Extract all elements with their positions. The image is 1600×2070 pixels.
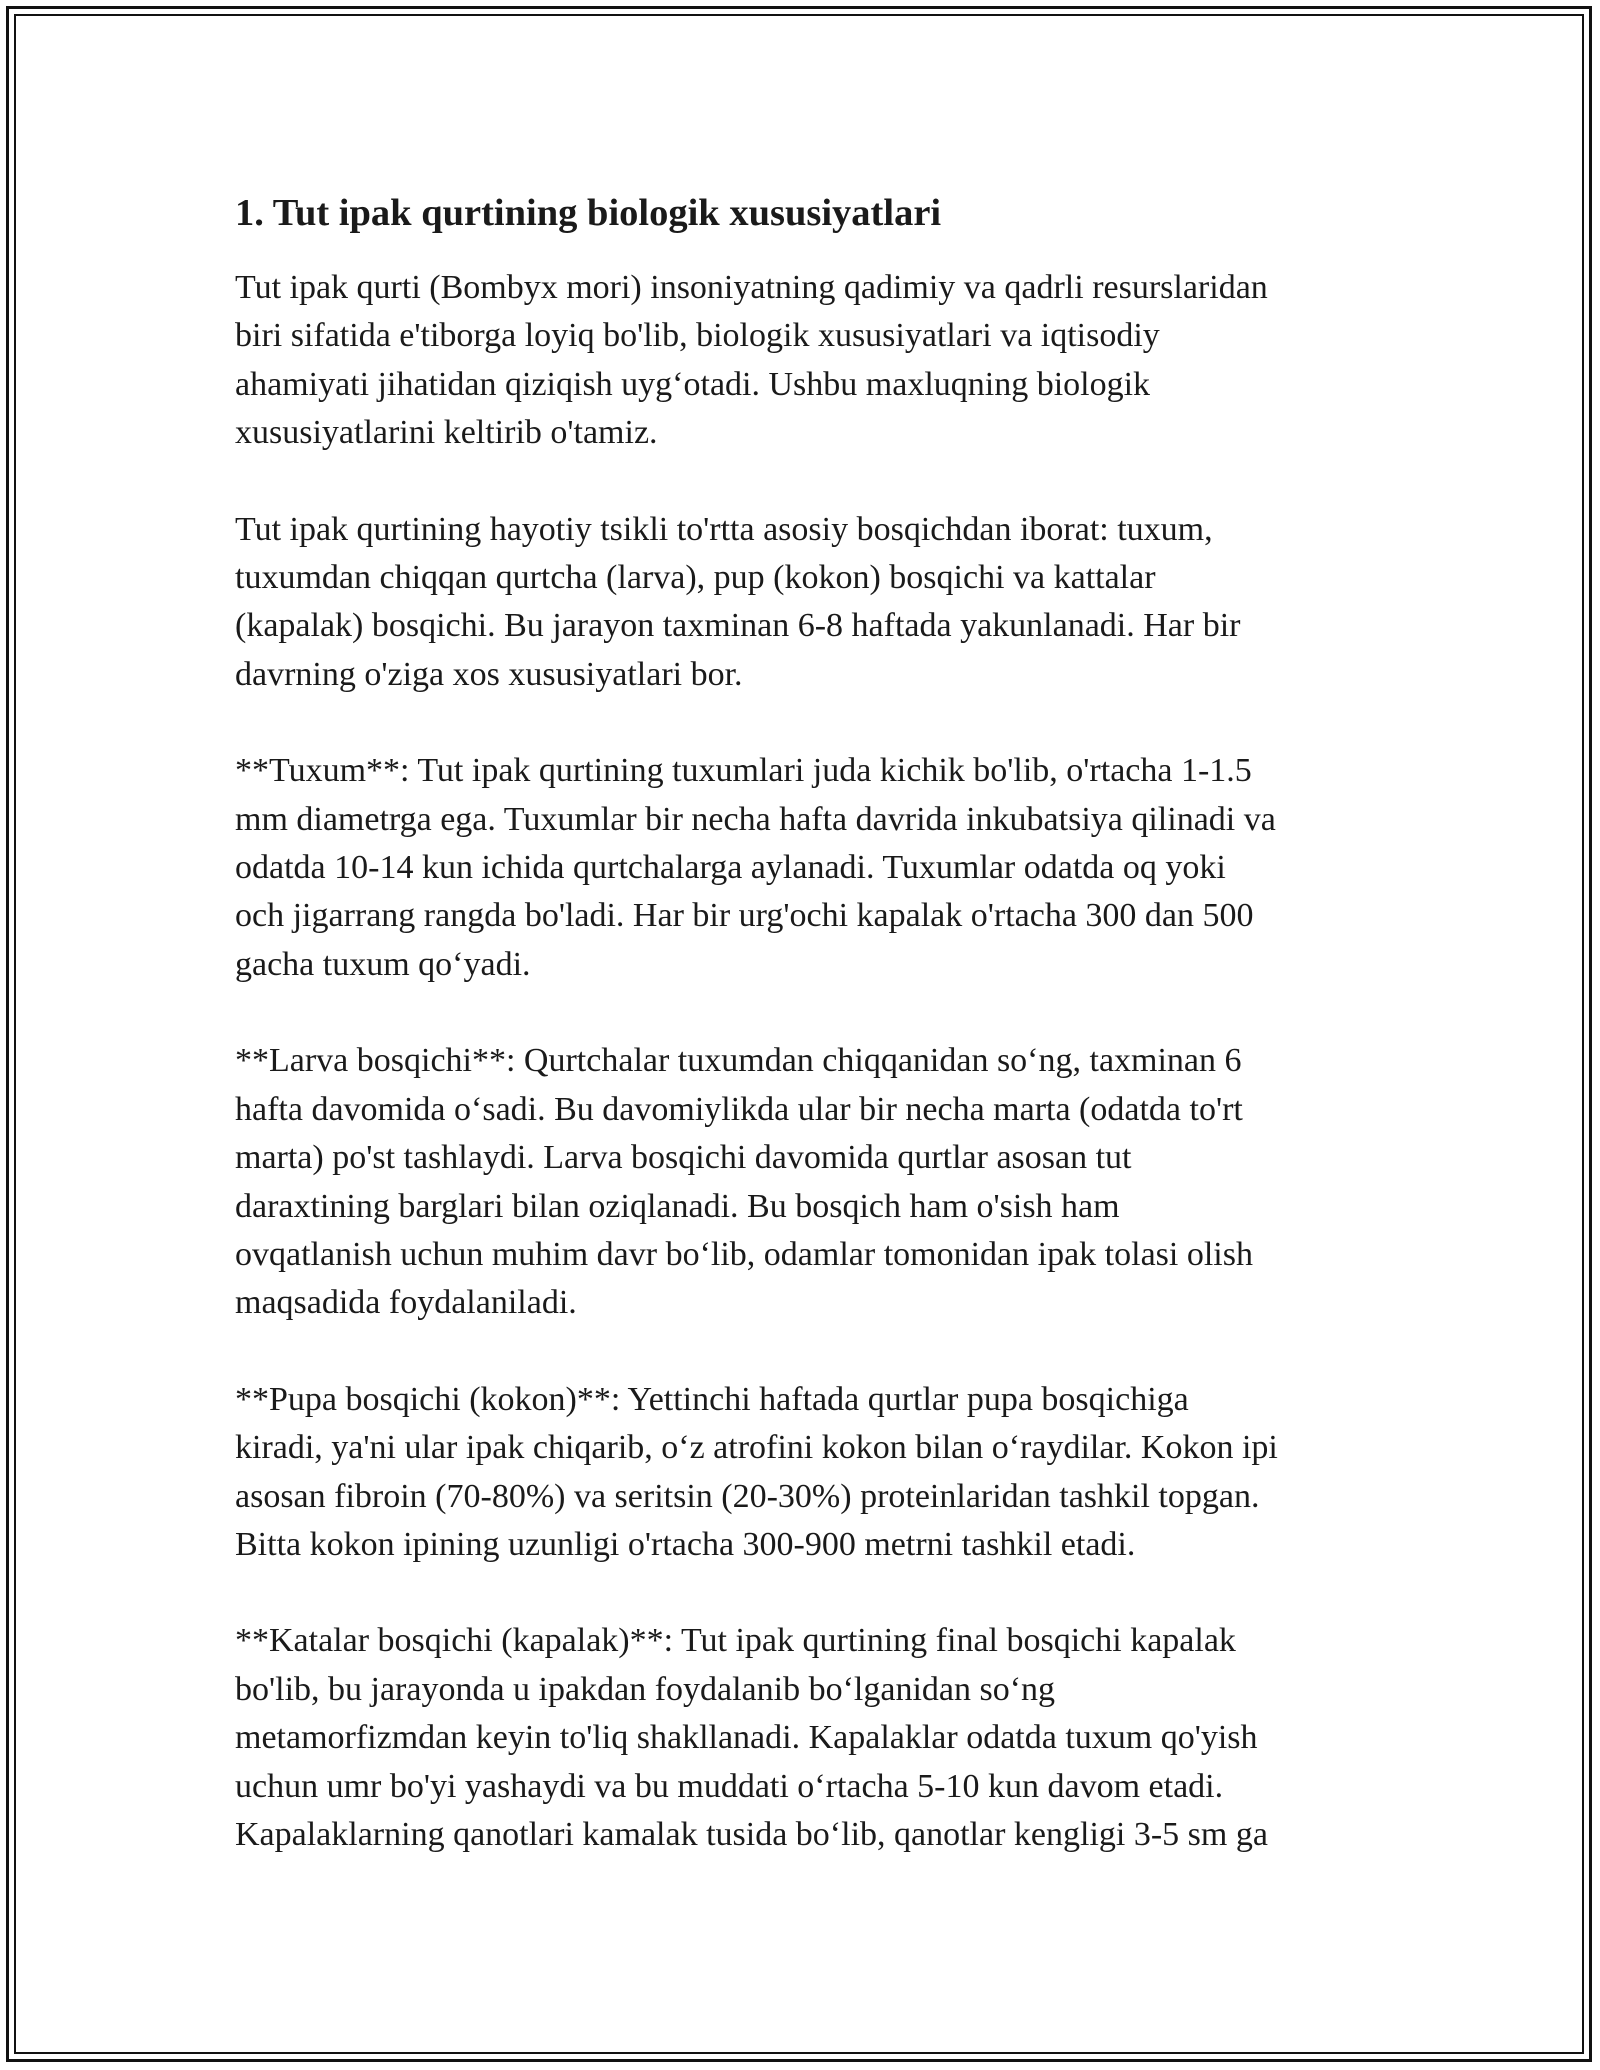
section-heading: 1. Tut ipak qurtining biologik xususiyatlari: [235, 192, 942, 234]
paragraph-larva-stage: **Larva bosqichi**: Qurtchalar tuxumdan chiqqanidan soʻng, taxminan 6 hafta davomida oʻsadi. Bu davomiylikda ular bir necha marta (odatda to'rt marta) po'st tashlaydi. Larva bosqichi davomida qurtlar asosan tut daraxtining barglari bilan oziqlanadi. Bu bosqich ham o'sish ham ovqatlanish uchun muhim davr boʻlib, odamlar tomonidan ipak tolasi olish maqsadida foydalaniladi.: [235, 1042, 1253, 1322]
paragraph-life-cycle: Tut ipak qurtining hayotiy tsikli to'rtta asosiy bosqichdan iborat: tuxum, tuxumdan chiqqan qurtcha (larva), pup (kokon) bosqichi va kattalar (kapalak) bosqichi. Bu jarayon taxminan 6-8 haftada yakunlanadi. Har bir davrning o'ziga xos xususiyatlari bor.: [235, 510, 1241, 693]
paragraph-pupa-stage: **Pupa bosqichi (kokon)**: Yettinchi haftada qurtlar pupa bosqichiga kiradi, ya'ni ular ipak chiqarib, oʻz atrofini kokon bilan oʻraydilar. Kokon ipi asosan fibroin (70-80%) va seritsin (20-30%) proteinlaridan tashkil topgan. Bitta kokon ipining uzunligi o'rtacha 300-900 metrni tashkil etadi.: [235, 1380, 1278, 1563]
paragraph-intro: Tut ipak qurti (Bombyx mori) insoniyatning qadimiy va qadrli resurslaridan biri sifatida e'tiborga loyiq bo'lib, biologik xususiyatlari va iqtisodiy ahamiyati jihatidan qiziqish uygʻotadi. Ushbu maxluqning biologik xususiyatlarini keltirib o'tamiz.: [235, 269, 1268, 452]
paragraph-adult-stage: **Katalar bosqichi (kapalak)**: Tut ipak qurtining final bosqichi kapalak bo'lib, bu jarayonda u ipakdan foydalanib boʻlganidan soʻng metamorfizmdan keyin to'liq shakllanadi. Kapalaklar odatda tuxum qo'yish uchun umr bo'yi yashaydi va bu muddati oʻrtacha 5-10 kun davom etadi. Kapalaklarning qanotlari kamalak tusida boʻlib, qanotlar kengligi 3-5 sm ga: [235, 1622, 1268, 1853]
paragraph-egg-stage: **Tuxum**: Tut ipak qurtining tuxumlari juda kichik bo'lib, o'rtacha 1-1.5 mm diametrga ega. Tuxumlar bir necha hafta davrida inkubatsiya qilinadi va odatda 10-14 kun ichida qurtchalarga aylanadi. Tuxumlar odatda oq yoki och jigarrang rangda bo'ladi. Har bir urg'ochi kapalak o'rtacha 300 dan 500 gacha tuxum qoʻyadi.: [235, 752, 1276, 983]
document-body: [235, 188, 1365, 1907]
